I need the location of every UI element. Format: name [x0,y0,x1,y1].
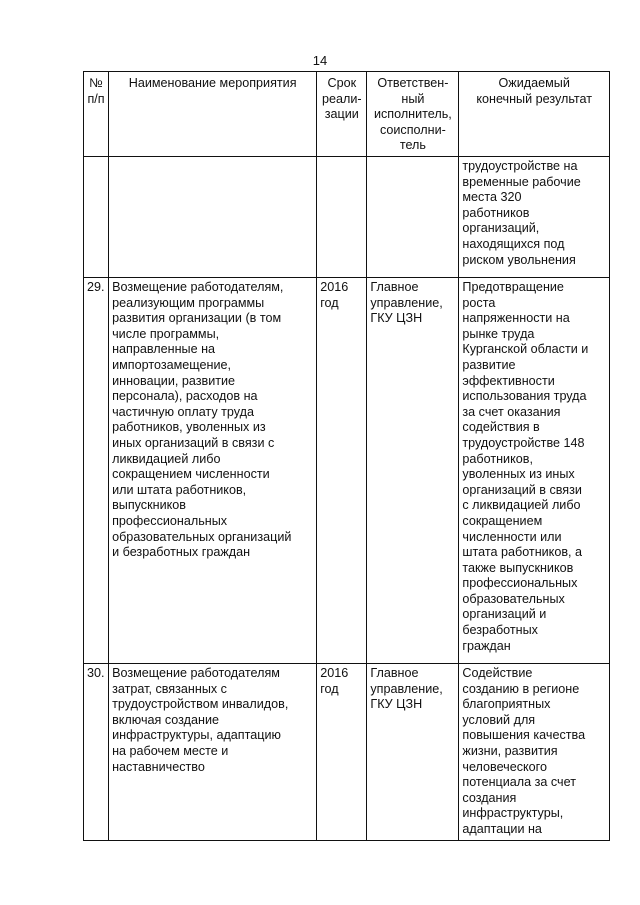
row-term-cell: 2016 год [317,664,367,841]
row-result-cell: Содействие созданию в регионе благоприятных условий для повышения качества жизни, развития человеческого потенциала за счет создания инфраструктуры, адаптации на [459,664,610,841]
row-name-cell [109,157,317,278]
row-result-cell: Предотвращение роста напряженности на рынке труда Курганской области и развитие эффективности использования труда за счет оказания содействия в трудоустройстве 148 работников, уволенных из иных организаций в связи с ликвидацией либо сокращением численности или штата работников, а также выпускников профессиональных образовательных организаций и безработных граждан [459,278,610,664]
header-result: Ожидаемый конечный результат [459,72,610,157]
header-num: № п/п [84,72,109,157]
table-row [84,157,610,278]
header-name: Наименование мероприятия [109,72,317,157]
measures-table [83,71,610,841]
row-name-cell: Возмещение работодателям затрат, связанных с трудоустройством инвалидов, включая создание инфраструктуры, адаптацию на рабочем месте и наставничество [109,664,317,841]
table-row [84,278,610,664]
row-responsible-cell: Главное управление, ГКУ ЦЗН [367,664,459,841]
row-name-cell: Возмещение работодателям, реализующим программы развития организации (в том числе программы, направленные на импортозамещение, инновации, развитие персонала), расходов на частичную оплату труда работников, уволенных из иных организаций в связи с ликвидацией либо сокращением численности или штата работников, выпускников профессиональных образовательных организаций и безработных граждан [109,278,317,664]
header-term: Срок реали- зации [317,72,367,157]
table-header-row [84,72,610,157]
row-responsible-cell: Главное управление, ГКУ ЦЗН [367,278,459,664]
row-num-cell: 29. [84,278,109,664]
row-term-cell [317,157,367,278]
header-responsible: Ответствен- ный исполнитель, соисполни- тель [367,72,459,157]
row-term-cell: 2016 год [317,278,367,664]
row-result-cell: трудоустройстве на временные рабочие места 320 работников организаций, находящихся под риском увольнения [459,157,610,278]
row-num-cell: 30. [84,664,109,841]
row-num-cell [84,157,109,278]
row-responsible-cell [367,157,459,278]
table-row [84,664,610,841]
page-number: 14 [312,53,328,68]
